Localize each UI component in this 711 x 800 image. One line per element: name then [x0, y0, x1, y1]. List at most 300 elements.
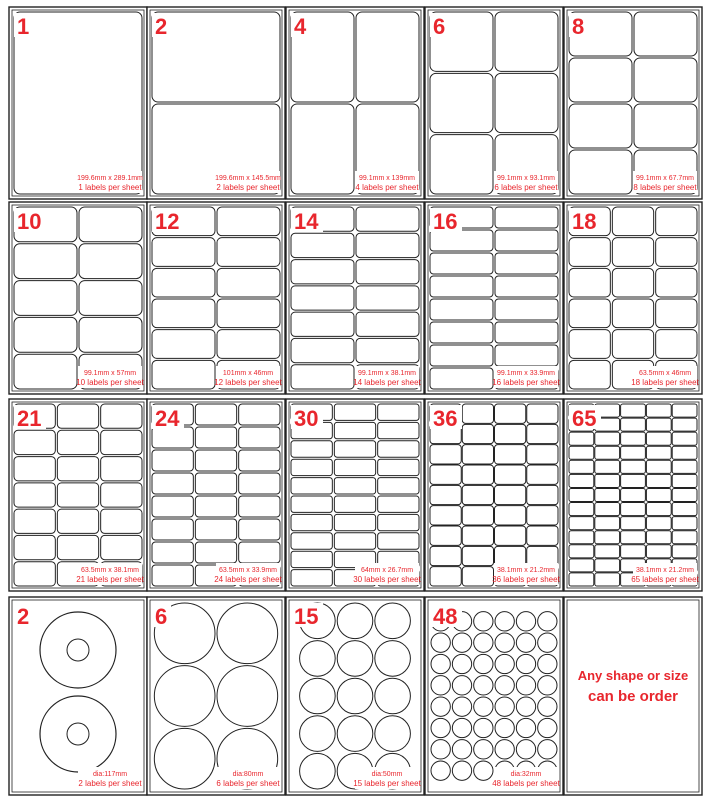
- label-cell: [79, 317, 142, 352]
- label-cell: [612, 268, 653, 297]
- circle-label: [495, 633, 514, 652]
- circle-label: [538, 718, 557, 737]
- label-cell: [495, 253, 558, 274]
- label-cell: [291, 441, 332, 457]
- labels-per-sheet-text: 1 labels per sheet: [78, 183, 142, 192]
- label-cell: [495, 546, 526, 565]
- labels-per-sheet-text: 6 labels per sheet: [494, 183, 558, 192]
- label-cell: [646, 474, 671, 487]
- label-size-text: dia:32mm: [510, 771, 542, 778]
- label-size-text: 99.1mm x 38.1mm: [358, 370, 416, 377]
- circle-label: [495, 654, 514, 673]
- circle-label: [452, 633, 471, 652]
- label-card-36-rect: [425, 399, 563, 591]
- label-cell: [334, 478, 375, 494]
- label-cell: [195, 519, 236, 540]
- custom-order-text: can be order: [587, 688, 679, 705]
- label-cell: [152, 268, 215, 297]
- label-cell: [672, 432, 697, 445]
- label-cell: [334, 422, 375, 438]
- label-cell: [14, 562, 55, 586]
- label-size-text: 99.1mm x 67.7mm: [636, 175, 694, 182]
- label-cell: [569, 573, 594, 586]
- label-cell: [430, 322, 493, 343]
- label-cell: [527, 465, 558, 484]
- label-count-number: 2: [155, 14, 168, 39]
- circle-label: [452, 718, 471, 737]
- label-cell: [569, 559, 594, 572]
- label-cell: [430, 445, 461, 464]
- label-cell: [239, 450, 280, 471]
- label-card-65-rect: [564, 399, 702, 591]
- label-cell: [462, 404, 493, 423]
- label-cell: [195, 450, 236, 471]
- label-cell: [621, 503, 646, 516]
- label-cell: [495, 526, 526, 545]
- label-cell: [356, 233, 419, 257]
- label-cell: [291, 260, 354, 284]
- label-cell: [152, 299, 215, 328]
- label-cell: [462, 445, 493, 464]
- circle-label: [431, 676, 450, 695]
- label-cell: [239, 496, 280, 517]
- label-count-number: 6: [433, 14, 446, 39]
- label-cell: [430, 368, 493, 389]
- label-card-12-rect: [147, 202, 285, 394]
- label-cell: [356, 12, 419, 102]
- label-count-number: 2: [17, 604, 30, 629]
- label-size-text: dia:117mm: [92, 771, 128, 778]
- label-cell: [621, 460, 646, 473]
- labels-per-sheet-text: 15 labels per sheet: [353, 779, 421, 788]
- label-cell: [634, 104, 697, 148]
- circle-label: [474, 676, 493, 695]
- label-cell: [569, 446, 594, 459]
- label-cell: [57, 483, 98, 507]
- label-cell: [152, 496, 193, 517]
- label-cell: [334, 459, 375, 475]
- label-cell: [462, 424, 493, 443]
- label-cell: [656, 299, 697, 328]
- circle-label: [431, 697, 450, 716]
- label-cell: [14, 281, 77, 316]
- circle-label: [337, 603, 373, 639]
- circle-label: [375, 678, 411, 714]
- label-cell: [195, 496, 236, 517]
- circle-label: [431, 718, 450, 737]
- label-size-text: 63.5mm x 46mm: [638, 370, 692, 377]
- cd-hole: [67, 723, 89, 745]
- label-cell: [14, 483, 55, 507]
- label-cell: [646, 446, 671, 459]
- label-cell: [621, 531, 646, 544]
- label-cell: [646, 531, 671, 544]
- label-cell: [595, 559, 620, 572]
- label-cell: [527, 404, 558, 423]
- circle-label: [300, 716, 336, 752]
- label-cell: [495, 322, 558, 343]
- label-cell: [646, 517, 671, 530]
- label-cell: [217, 299, 280, 328]
- label-cell: [495, 207, 558, 228]
- label-cell: [239, 404, 280, 425]
- label-cell: [14, 244, 77, 279]
- label-cell: [378, 404, 419, 420]
- label-cell: [672, 474, 697, 487]
- label-count-number: 36: [433, 406, 458, 431]
- label-cell: [569, 360, 610, 389]
- label-cell: [152, 360, 215, 389]
- labels-per-sheet-text: 48 labels per sheet: [492, 779, 560, 788]
- circle-label: [217, 603, 278, 664]
- label-cell: [14, 12, 142, 194]
- label-cell: [152, 565, 193, 586]
- label-cell: [291, 514, 332, 530]
- label-cell: [672, 418, 697, 431]
- label-cell: [291, 496, 332, 512]
- label-cell: [621, 545, 646, 558]
- label-cell: [621, 432, 646, 445]
- label-cell: [239, 542, 280, 563]
- label-cell: [291, 478, 332, 494]
- label-cell: [291, 286, 354, 310]
- label-cell: [495, 345, 558, 366]
- circle-label: [431, 654, 450, 673]
- label-cell: [569, 150, 632, 194]
- label-cell: [595, 531, 620, 544]
- label-cell: [356, 338, 419, 362]
- label-cell: [595, 474, 620, 487]
- label-cell: [656, 330, 697, 359]
- circle-label: [495, 718, 514, 737]
- circle-label: [337, 641, 373, 677]
- label-cell: [527, 424, 558, 443]
- label-cell: [217, 207, 280, 236]
- label-size-text: 99.1mm x 93.1mm: [497, 175, 555, 182]
- label-card-48-circle: [425, 597, 563, 795]
- label-count-number: 6: [155, 604, 168, 629]
- circle-label: [375, 603, 411, 639]
- label-cell: [569, 330, 610, 359]
- label-cell: [672, 531, 697, 544]
- circle-label: [300, 641, 336, 677]
- label-count-number: 4: [294, 14, 307, 39]
- label-card-custom-text: [564, 597, 702, 795]
- labels-per-sheet-text: 24 labels per sheet: [214, 575, 282, 584]
- label-cell: [79, 244, 142, 279]
- label-count-number: 21: [17, 406, 42, 431]
- label-count-number: 30: [294, 406, 319, 431]
- label-card-4-rect: [286, 7, 424, 199]
- label-cell: [672, 517, 697, 530]
- label-cell: [495, 73, 558, 132]
- label-cell: [334, 404, 375, 420]
- label-card-15-circle: [286, 597, 424, 795]
- circle-label: [474, 697, 493, 716]
- label-cell: [495, 12, 558, 71]
- label-cell: [152, 12, 280, 102]
- label-cell: [462, 485, 493, 504]
- label-cell: [291, 365, 354, 389]
- label-cell: [101, 483, 142, 507]
- label-count-number: 14: [294, 209, 319, 234]
- label-cell: [217, 238, 280, 267]
- label-cell: [430, 135, 493, 194]
- label-cell: [569, 460, 594, 473]
- label-cell: [57, 430, 98, 454]
- label-cell: [646, 545, 671, 558]
- label-cell: [527, 526, 558, 545]
- circle-label: [452, 740, 471, 759]
- label-cell: [569, 474, 594, 487]
- label-cell: [569, 488, 594, 501]
- label-cell: [569, 238, 610, 267]
- label-cell: [378, 459, 419, 475]
- label-cell: [195, 473, 236, 494]
- label-size-text: 38.1mm x 21.2mm: [636, 567, 694, 574]
- circle-label: [474, 740, 493, 759]
- circle-label: [474, 761, 493, 780]
- label-cell: [378, 514, 419, 530]
- label-card-10-rect: [9, 202, 147, 394]
- circle-label: [154, 728, 215, 789]
- label-cell: [430, 567, 461, 586]
- label-cell: [621, 446, 646, 459]
- label-cell: [334, 441, 375, 457]
- label-cell: [430, 345, 493, 366]
- label-cell: [430, 73, 493, 132]
- label-cell: [462, 506, 493, 525]
- label-cell: [152, 450, 193, 471]
- label-cell: [430, 506, 461, 525]
- circle-label: [495, 676, 514, 695]
- circle-label: [516, 676, 535, 695]
- label-cell: [569, 517, 594, 530]
- label-cell: [57, 457, 98, 481]
- circle-label: [516, 697, 535, 716]
- label-cell: [152, 473, 193, 494]
- label-cell: [527, 546, 558, 565]
- circle-label: [538, 697, 557, 716]
- label-count-number: 48: [433, 604, 458, 629]
- label-cell: [595, 503, 620, 516]
- label-cell: [621, 517, 646, 530]
- label-count-number: 15: [294, 604, 319, 629]
- label-cell: [646, 432, 671, 445]
- circle-label: [538, 612, 557, 631]
- label-cell: [595, 488, 620, 501]
- label-card-1-rect: [9, 7, 147, 199]
- label-cell: [595, 545, 620, 558]
- label-cell: [646, 503, 671, 516]
- label-cell: [646, 418, 671, 431]
- labels-per-sheet-text: 18 labels per sheet: [631, 378, 699, 387]
- circle-label: [300, 753, 336, 789]
- circle-label: [516, 633, 535, 652]
- label-cell: [527, 485, 558, 504]
- label-cell: [378, 496, 419, 512]
- label-count-number: 1: [17, 14, 30, 39]
- label-cell: [291, 459, 332, 475]
- label-cell: [57, 404, 98, 428]
- label-cell: [672, 460, 697, 473]
- label-card-24-rect: [147, 399, 285, 591]
- label-size-text: dia:80mm: [232, 771, 264, 778]
- label-cell: [291, 104, 354, 194]
- label-cell: [569, 58, 632, 102]
- circle-label: [474, 633, 493, 652]
- circle-label: [495, 697, 514, 716]
- label-cell: [595, 517, 620, 530]
- circle-label: [452, 654, 471, 673]
- circle-label: [474, 718, 493, 737]
- label-cell: [291, 533, 332, 549]
- label-cell: [101, 404, 142, 428]
- label-cell: [152, 330, 215, 359]
- label-cell: [291, 551, 332, 567]
- label-cell: [595, 573, 620, 586]
- label-cell: [495, 276, 558, 297]
- circle-label: [495, 612, 514, 631]
- label-cell: [612, 299, 653, 328]
- label-cell: [569, 545, 594, 558]
- labels-per-sheet-text: 12 labels per sheet: [214, 378, 282, 387]
- circle-label: [337, 678, 373, 714]
- label-card-6-circle: [147, 597, 285, 795]
- label-cell: [217, 268, 280, 297]
- circle-label: [452, 761, 471, 780]
- label-cell: [634, 12, 697, 56]
- label-count-number: 65: [572, 406, 597, 431]
- label-cell: [621, 404, 646, 417]
- label-cell: [495, 230, 558, 251]
- label-cell: [239, 427, 280, 448]
- label-cell: [621, 488, 646, 501]
- label-cell: [152, 542, 193, 563]
- label-cell: [495, 299, 558, 320]
- label-cell: [79, 281, 142, 316]
- label-cell: [595, 432, 620, 445]
- label-size-text: 101mm x 46mm: [222, 370, 274, 377]
- label-cell: [569, 268, 610, 297]
- label-cell: [195, 542, 236, 563]
- label-cell: [378, 441, 419, 457]
- label-cell: [527, 506, 558, 525]
- circle-label: [431, 633, 450, 652]
- label-cell: [101, 457, 142, 481]
- circle-label: [516, 740, 535, 759]
- label-cell: [356, 260, 419, 284]
- label-cell: [334, 533, 375, 549]
- labels-per-sheet-text: 21 labels per sheet: [76, 575, 144, 584]
- label-cell: [291, 312, 354, 336]
- label-cell: [672, 404, 697, 417]
- label-cell: [14, 354, 77, 389]
- label-cell: [57, 535, 98, 559]
- label-cell: [672, 503, 697, 516]
- labels-per-sheet-text: 8 labels per sheet: [633, 183, 697, 192]
- label-count-number: 24: [155, 406, 180, 431]
- label-cell: [495, 465, 526, 484]
- label-cell: [152, 238, 215, 267]
- label-cell: [646, 404, 671, 417]
- circle-label: [516, 654, 535, 673]
- labels-per-sheet-text: 10 labels per sheet: [76, 378, 144, 387]
- label-cell: [462, 526, 493, 545]
- label-cell: [569, 432, 594, 445]
- label-cell: [672, 488, 697, 501]
- label-card-16-rect: [425, 202, 563, 394]
- labels-per-sheet-text: 16 labels per sheet: [492, 378, 560, 387]
- label-size-text: 199.6mm x 289.1mm: [77, 175, 143, 182]
- label-cell: [495, 445, 526, 464]
- label-cell: [195, 404, 236, 425]
- label-cell: [195, 427, 236, 448]
- label-cell: [101, 509, 142, 533]
- label-size-text: 99.1mm x 33.9mm: [497, 370, 555, 377]
- label-cell: [646, 488, 671, 501]
- label-cell: [79, 207, 142, 242]
- labels-per-sheet-text: 36 labels per sheet: [492, 575, 560, 584]
- label-card-14-rect: [286, 202, 424, 394]
- label-cell: [656, 238, 697, 267]
- labels-per-sheet-text: 4 labels per sheet: [355, 183, 419, 192]
- label-size-text: 99.1mm x 139mm: [358, 175, 416, 182]
- label-cell: [430, 276, 493, 297]
- label-size-text: 64mm x 26.7mm: [360, 567, 414, 574]
- labels-per-sheet-text: 6 labels per sheet: [216, 779, 280, 788]
- circle-label: [474, 654, 493, 673]
- label-cell: [569, 299, 610, 328]
- label-cell: [239, 473, 280, 494]
- circle-label: [452, 697, 471, 716]
- label-count-number: 16: [433, 209, 458, 234]
- circle-label: [375, 716, 411, 752]
- label-count-number: 18: [572, 209, 597, 234]
- circle-label: [538, 633, 557, 652]
- label-size-text: 199.6mm x 145.5mm: [215, 175, 281, 182]
- circle-label: [538, 740, 557, 759]
- label-card-6-rect: [425, 7, 563, 199]
- circle-label: [516, 718, 535, 737]
- circle-label: [431, 761, 450, 780]
- label-cell: [569, 503, 594, 516]
- label-size-text: 99.1mm x 57mm: [83, 370, 137, 377]
- label-cell: [334, 514, 375, 530]
- circle-label: [516, 612, 535, 631]
- circle-label: [300, 678, 336, 714]
- label-cell: [595, 460, 620, 473]
- label-count-number: 12: [155, 209, 180, 234]
- label-size-text: 63.5mm x 33.9mm: [219, 567, 277, 574]
- label-cell: [462, 465, 493, 484]
- label-cell: [291, 570, 332, 586]
- label-cell: [569, 104, 632, 148]
- label-cell: [101, 535, 142, 559]
- label-cell: [634, 58, 697, 102]
- label-cell: [462, 546, 493, 565]
- label-card-2-cd: [9, 597, 147, 795]
- label-cell: [378, 533, 419, 549]
- label-cell: [356, 286, 419, 310]
- label-cell: [430, 546, 461, 565]
- custom-order-text: Any shape or size: [577, 668, 689, 683]
- label-cell: [152, 519, 193, 540]
- labels-per-sheet-text: 2 labels per sheet: [216, 183, 280, 192]
- label-cell: [101, 430, 142, 454]
- label-cell: [495, 485, 526, 504]
- label-cell: [356, 207, 419, 231]
